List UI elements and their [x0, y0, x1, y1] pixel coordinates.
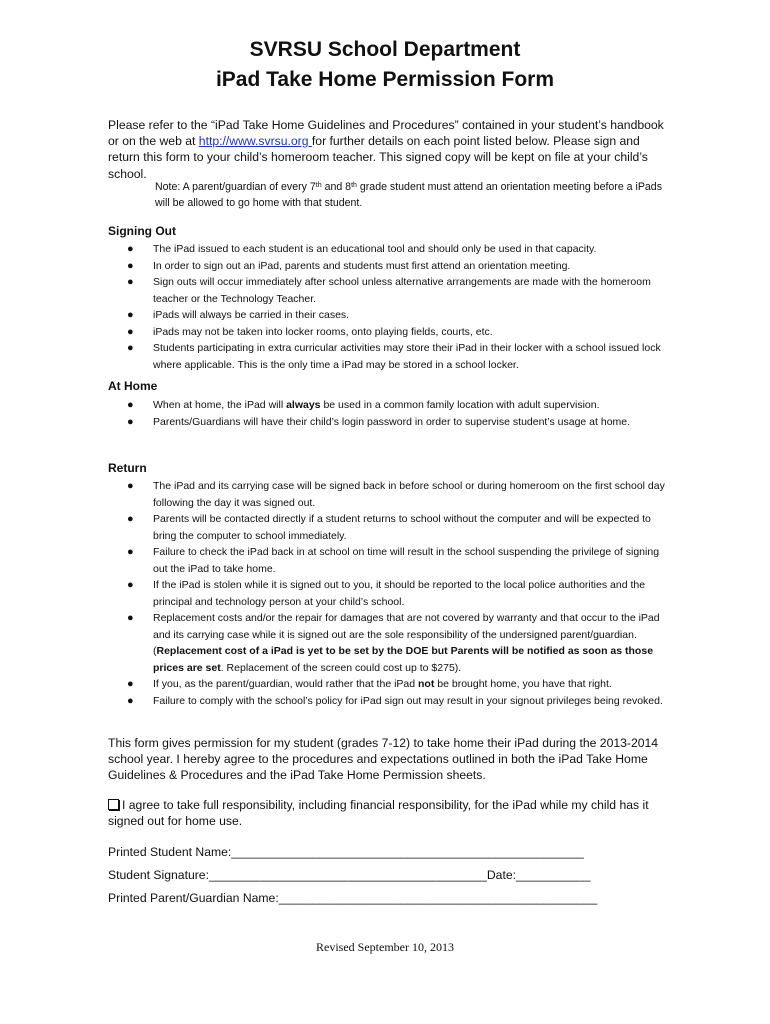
- bullet-icon: ●: [127, 259, 134, 272]
- intro-text-start: Please refer to the “iPad Take Home Guidelines and Procedures” contained in your student’s handbook or on the web at: [108, 118, 664, 149]
- list-item-text: In order to sign out an iPad, parents and students must first attend an orientation meeting.: [153, 259, 571, 272]
- list-item: [127, 544, 668, 577]
- bullet-icon: ●: [127, 325, 134, 338]
- list-item: [127, 610, 668, 676]
- agree-checkbox[interactable]: [108, 799, 119, 810]
- intro-paragraph: [108, 117, 668, 182]
- note-text-b: and 8: [321, 181, 352, 193]
- list-item-text: be brought home, you have that right.: [434, 678, 612, 690]
- list-item-emphasis: Replacement cost of a iPad is yet to be set by the DOE but Parents will be notified as soon as those prices are set: [153, 645, 654, 674]
- list-item-text: If you, as the parent/guardian, would rather that the iPad: [153, 678, 419, 690]
- bullet-icon: ●: [127, 546, 134, 558]
- list-item: [127, 307, 668, 324]
- section-heading-signing-out: Signing Out: [108, 224, 176, 238]
- list-item-emphasis: always: [286, 399, 321, 411]
- agreement-text: I agree to take full responsibility, including financial responsibility, for the iPad while my child has it signed out for home use.: [108, 798, 649, 828]
- permission-paragraph: This form gives permission for my student (grades 7-12) to take home their iPad during the 2013-2014 school year. I hereby agree to the procedures and expectations outlined in both the iPad Take Home Guidelines & Procedures and the iPad Take Home Permission sheets.: [108, 736, 659, 782]
- list-item-text: iPads may not be taken into locker rooms, onto playing fields, courts, etc.: [153, 325, 493, 338]
- list-item-text: iPads will always be carried in their cases.: [153, 309, 350, 321]
- form-title: iPad Take Home Permission Form: [215, 68, 555, 91]
- form-title-organization: SVRSU School Department: [249, 38, 521, 61]
- bullet-icon: ●: [127, 678, 134, 690]
- note-text-a: Note: A parent/guardian of every 7: [155, 181, 316, 193]
- bullet-icon: ●: [127, 579, 134, 591]
- intro-text-end: for further details on each point listed below. Please sign and return this form to your child’s homeroom teacher. This signed copy will be kept on file at your child’s school.: [108, 134, 648, 181]
- bullet-icon: ●: [127, 694, 134, 707]
- list-item-text: Students participating in extra curricular activities may store their iPad in their locker with a school issued lock where applicable. This is the only time a iPad may be stored in a school locker.: [153, 342, 661, 371]
- list-item-text: . Replacement of the screen could cost up to $275).: [220, 661, 462, 674]
- list-item-text: Sign outs will occur immediately after school unless alternative arrangements are made with the homeroom teacher or the Technology Teacher.: [153, 276, 651, 305]
- note-sup-2: th: [351, 182, 357, 189]
- note-text-c: grade student must attend an orientation meeting before a iPads will be allowed to go home with that student.: [155, 181, 662, 209]
- list-item-text: Replacement costs and/or the repair for damages that are not covered by warranty and that occur to the iPad and its carrying case while it is signed out are the sole responsibility of the undersigned parent/guardian. (: [153, 612, 660, 657]
- list-item-text: Failure to check the iPad back in at school on time will result in the school suspending the privilege of signing out the iPad to take home.: [153, 546, 660, 575]
- at-home-list: [127, 397, 668, 430]
- bullet-icon: ●: [127, 513, 134, 525]
- student-name-field[interactable]: Printed Student Name:____________________________________________________: [108, 845, 584, 859]
- signing-out-list: [127, 241, 668, 373]
- bullet-icon: ●: [127, 309, 134, 321]
- list-item-text: The iPad and its carrying case will be signed back in before school or during homeroom on the first school day following the day it was signed out.: [153, 480, 665, 509]
- list-item-text: be used in a common family location with adult supervision.: [320, 399, 600, 411]
- svrsu-website-link[interactable]: http://www.svrsu.org: [198, 134, 312, 149]
- list-item: [127, 414, 668, 431]
- list-item-text: The iPad issued to each student is an educational tool and should only be used in that capacity.: [153, 243, 597, 255]
- bullet-icon: ●: [127, 276, 134, 288]
- list-item: [127, 676, 668, 693]
- list-item-text: If the iPad is stolen while it is signed out to you, it should be reported to the local police authorities and the principal and technology person at your child’s school.: [153, 579, 646, 608]
- revision-date: Revised September 10, 2013: [316, 940, 454, 954]
- list-item: [127, 258, 668, 275]
- list-item: [127, 478, 668, 511]
- list-item-text: Parents will be contacted directly if a student returns to school without the computer and will be expected to bring the computer to school immediately.: [153, 513, 651, 542]
- list-item: [127, 397, 668, 414]
- return-list: [127, 478, 668, 709]
- list-item: [127, 324, 668, 341]
- list-item: [127, 274, 668, 307]
- section-heading-at-home: At Home: [108, 379, 158, 393]
- agreement-statement: [108, 797, 668, 829]
- list-item-text: Parents/Guardians will have their child’s login password in order to supervise student’s usage at home.: [153, 415, 631, 428]
- section-heading-return: Return: [108, 461, 147, 475]
- list-item-text: When at home, the iPad will: [153, 399, 287, 411]
- parent-guardian-name-field[interactable]: Printed Parent/Guardian Name:_______________________________________________: [108, 891, 598, 905]
- bullet-icon: ●: [127, 399, 134, 411]
- list-item-text: Failure to comply with the school’s policy for iPad sign out may result in your signout privileges being revoked.: [153, 694, 663, 707]
- bullet-icon: ●: [127, 243, 134, 255]
- bullet-icon: ●: [127, 480, 134, 492]
- bullet-icon: ●: [127, 612, 134, 624]
- student-signature-date-field[interactable]: Student Signature:_________________________________________Date:___________: [108, 868, 591, 882]
- orientation-note: [155, 180, 675, 211]
- list-item: [127, 241, 668, 258]
- list-item-emphasis: not: [418, 678, 435, 690]
- list-item: [127, 511, 668, 544]
- bullet-icon: ●: [127, 342, 134, 354]
- bullet-icon: ●: [127, 415, 134, 428]
- list-item: [127, 340, 668, 373]
- list-item: [127, 577, 668, 610]
- note-sup-1: th: [315, 182, 322, 189]
- list-item: [127, 693, 668, 710]
